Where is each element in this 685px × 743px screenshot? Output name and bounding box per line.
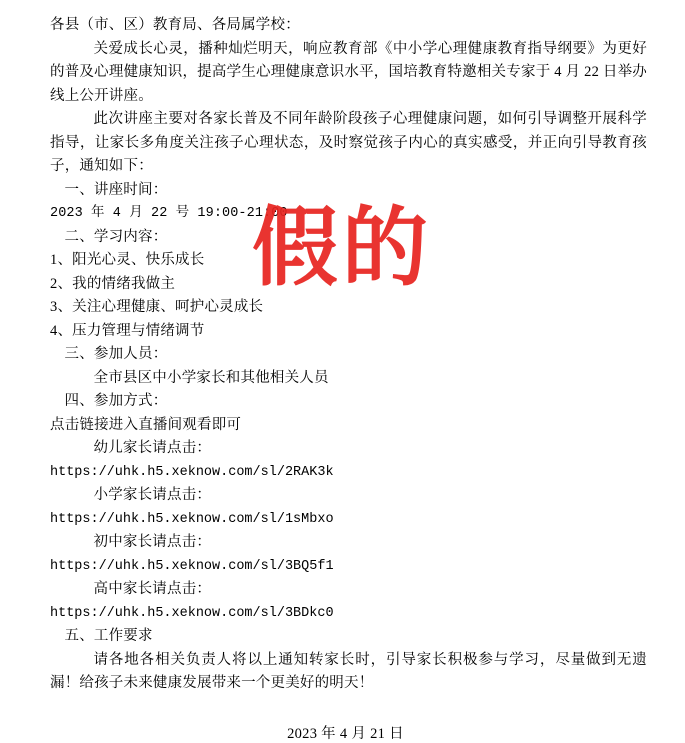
section-3-body: 全市县区中小学家长和其他相关人员 <box>93 369 329 386</box>
section-3-title: 三、参加人员： <box>64 346 168 362</box>
section-2-item-2: 2、我的情绪我做主 <box>50 275 176 292</box>
link-url-primary[interactable]: https://uhk.h5.xeknow.com/sl/1sMbxo <box>50 511 334 527</box>
link-url-senior[interactable]: https://uhk.h5.xeknow.com/sl/3BDkc0 <box>50 605 334 621</box>
link-label-preschool: 幼儿家长请点击： <box>93 440 212 456</box>
section-5-title: 五、工作要求 <box>64 628 153 644</box>
document-date: 2023 年 4 月 21 日 <box>287 725 404 742</box>
section-2-item-3: 3、关注心理健康、呵护心灵成长 <box>50 299 264 315</box>
salutation: 各县（市、区）教育局、各局属学校： <box>50 17 300 33</box>
section-1-title: 一、讲座时间： <box>64 181 168 198</box>
section-2-item-1: 1、阳光心灵、快乐成长 <box>50 252 205 268</box>
link-label-primary: 小学家长请点击： <box>93 487 212 503</box>
link-url-preschool[interactable]: https://uhk.h5.xeknow.com/sl/2RAK3k <box>50 464 334 480</box>
paragraph-intro: 关爱成长心灵，播种灿烂明天，响应教育部《中小学心理健康教育指导纲要》为更好的普及心理健康知识，提高学生心理健康意识水平，国培教育特邀相关专家于 4 月 22 日举办线上公开讲座。 <box>50 40 647 104</box>
link-url-junior[interactable]: https://uhk.h5.xeknow.com/sl/3BQ5f1 <box>50 558 334 574</box>
link-label-junior: 初中家长请点击： <box>93 534 212 550</box>
section-1-time: 2023 年 4 月 22 号 19:00-21:00 <box>50 206 288 221</box>
paragraph-purpose: 此次讲座主要对各家长普及不同年龄阶段孩子心理健康问题，如何引导调整开展科学指导，让家长多角度关注孩子心理状态，及时察觉孩子内心的真实感受，并正向引导教育孩子，通知如下： <box>50 111 647 174</box>
section-5-body: 请各地各相关负责人将以上通知转家长时，引导家长积极参与学习，尽量做到无遗漏！给孩子未来健康发展带来一个更美好的明天！ <box>50 651 647 691</box>
link-label-senior: 高中家长请点击： <box>93 581 212 597</box>
section-2-item-4: 4、压力管理与情绪调节 <box>50 322 205 339</box>
fake-watermark: 假的 <box>252 197 432 298</box>
section-2-title: 二、学习内容： <box>64 228 168 245</box>
section-4-title: 四、参加方式： <box>64 393 168 409</box>
section-4-body: 点击链接进入直播间观看即可 <box>50 416 242 433</box>
